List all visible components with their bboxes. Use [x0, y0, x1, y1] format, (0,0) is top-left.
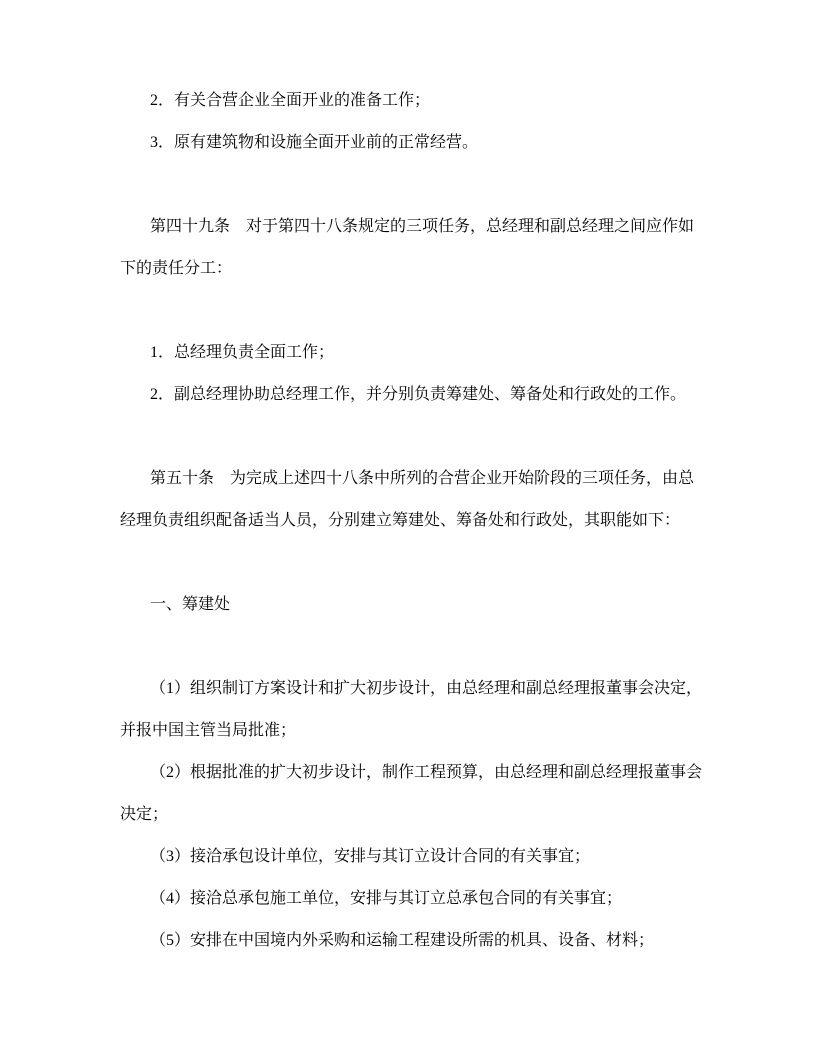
item-3-design-contract: （3）接洽承包设计单位，安排与其订立设计合同的有关事宜； [150, 848, 591, 865]
list-item-2-opening-preparation: 2．有关合营企业全面开业的准备工作； [150, 92, 431, 109]
section-heading-preparation-office: 一、筹建处 [150, 596, 231, 613]
list-item-2-deputy-manager: 2．副总经理协助总经理工作，并分别负责筹建处、筹备处和行政处的工作。 [150, 386, 687, 403]
item-5-procurement-transport: （5）安排在中国境内外采购和运输工程建设所需的机具、设备、材料； [150, 932, 655, 949]
item-2-budget-line-2: 决定； [120, 806, 169, 823]
article-50-line-1: 第五十条 为完成上述四十八条中所列的合营企业开始阶段的三项任务，由总 [150, 470, 695, 487]
item-1-design-line-1: （1）组织制订方案设计和扩大初步设计，由总经理和副总经理报董事会决定， [150, 680, 703, 697]
article-50-line-2: 经理负责组织配备适当人员，分别建立筹建处、筹备处和行政处，其职能如下： [120, 512, 681, 529]
blank-line [120, 542, 698, 584]
item-1-design-line-2: 并报中国主管当局批准； [120, 722, 297, 739]
blank-line [120, 626, 698, 668]
blank-line [120, 416, 698, 458]
item-4-construction-contract: （4）接洽总承包施工单位，安排与其订立总承包合同的有关事宜； [150, 890, 623, 907]
blank-line [120, 164, 698, 206]
list-item-3-normal-operation: 3．原有建筑物和设施全面开业前的正常经营。 [150, 134, 479, 151]
article-49-line-1: 第四十九条 对于第四十八条规定的三项任务，总经理和副总经理之间应作如 [150, 218, 695, 235]
item-2-budget-line-1: （2）根据批准的扩大初步设计，制作工程预算，由总经理和副总经理报董事会 [150, 764, 703, 781]
article-49-line-2: 下的责任分工： [120, 260, 233, 277]
blank-line [120, 290, 698, 332]
list-item-1-general-manager: 1．总经理负责全面工作； [150, 344, 335, 361]
